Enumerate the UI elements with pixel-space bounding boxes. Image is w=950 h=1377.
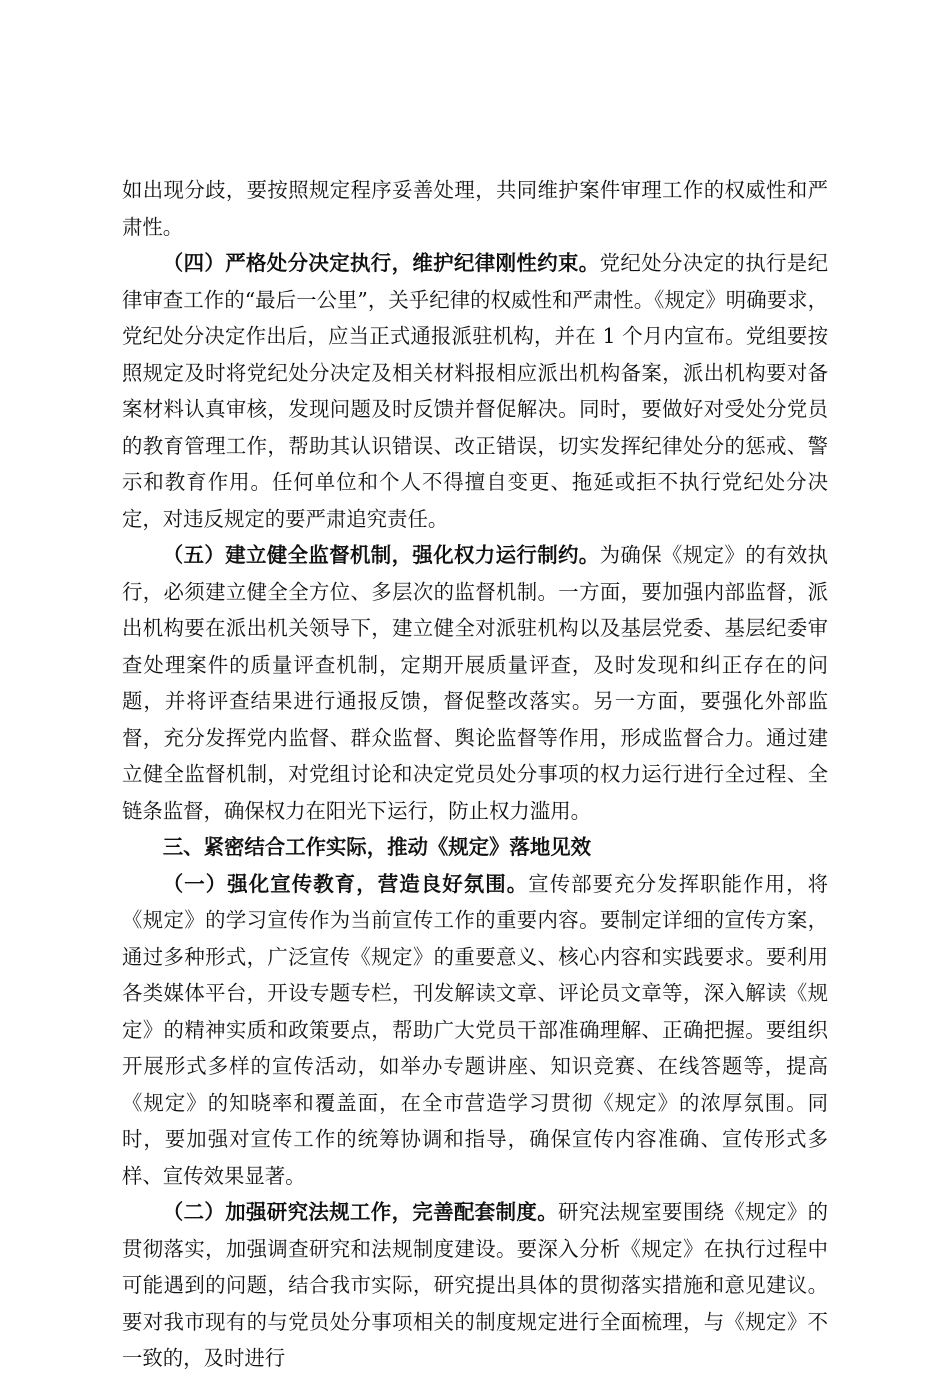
document-body [122,172,828,1377]
paragraph-text: 研究法规室要围绕《规定》的贯彻落实，加强调查研究和法规制度建设。要深入分析《规定》在执行过程中可能遇到的问题，结合我市实际，研究提出具体的贯彻落实措施和意见建议。要对我市现有的与党员处分事项相关的制度规定进行全面梳理，与《规定》不一致的，及时进行 [122,1200,829,1370]
paragraph-text: 为确保《规定》的有效执行，必须建立健全全方位、多层次的监督机制。一方面，要加强内部监督，派出机构要在派出机关领导下，建立健全对派驻机构以及基层党委、基层纪委审查处理案件的质量评查机制，定期开展质量评查，及时发现和纠正存在的问题，并将评查结果进行通报反馈，督促整改落实。另一方面，要强化外部监督，充分发挥党内监督、群众监督、舆论监督等作用，形成监督合力。通过建立健全监督机制，对党组讨论和决定党员处分事项的权力运行进行全过程、全链条监督，确保权力在阳光下运行，防止权力滥用。 [122,543,829,823]
paragraph-continuation [122,172,828,245]
paragraph-lead-heading: （五）建立健全监督机制，强化权力运行制约。 [162,543,600,567]
paragraph-text: 如出现分歧，要按照规定程序妥善处理，共同维护案件审理工作的权威性和严肃性。 [122,178,828,239]
paragraph-lead-heading: （一）强化宣传教育，营造良好氛围。 [162,871,529,896]
paragraph-text: 宣传部要充分发挥职能作用，将《规定》的学习宣传作为当前宣传工作的重要内容。要制定详细的宣传方案，通过多种形式，广泛宣传《规定》的重要意义、核心内容和实践要求。要利用各类媒体平台，开设专题专栏，刊发解读文章、评论员文章等，深入解读《规定》的精神实质和政策要点，帮助广大党员干部准确理解、正确把握。要组织开展形式多样的宣传活动，如举办专题讲座、知识竞赛、在线答题等，提高《规定》的知晓率和覆盖面，在全市营造学习贯彻《规定》的浓厚氛围。同时，要加强对宣传工作的统筹协调和指导，确保宣传内容准确、宣传形式多样、宣传效果显著。 [122,871,829,1188]
paragraph-section-4 [122,245,828,537]
paragraph-section-5 [122,537,828,829]
section-heading-3: 三、紧密结合工作实际，推动《规定》落地见效 [162,835,591,859]
paragraph-subsection-2 [122,1194,828,1377]
paragraph-lead-heading: （四）严格处分决定执行，维护纪律刚性约束。 [162,251,600,275]
paragraph-subsection-1 [122,866,828,1195]
paragraph-lead-heading: （二）加强研究法规工作，完善配套制度。 [162,1200,559,1224]
paragraph-text: 党纪处分决定的执行是纪律审查工作的“最后一公里”，关乎纪律的权威性和严肃性。《规定》明确要求，党纪处分决定作出后，应当正式通报派驻机构，并在 1 个月内宣布。党组要按照规定及时将党纪处分决定及相关材料报相应派出机构备案，派出机构要对备案材料认真审核，发现问题及时反馈并督促解决。同时，要做好对受处分党员的教育管理工作，帮助其认识错误、改正错误，切实发挥纪律处分的惩戒、警示和教育作用。任何单位和个人不得擅自变更、拖延或拒不执行党纪处分决定，对违反规定的要严肃追究责任。 [122,251,829,531]
